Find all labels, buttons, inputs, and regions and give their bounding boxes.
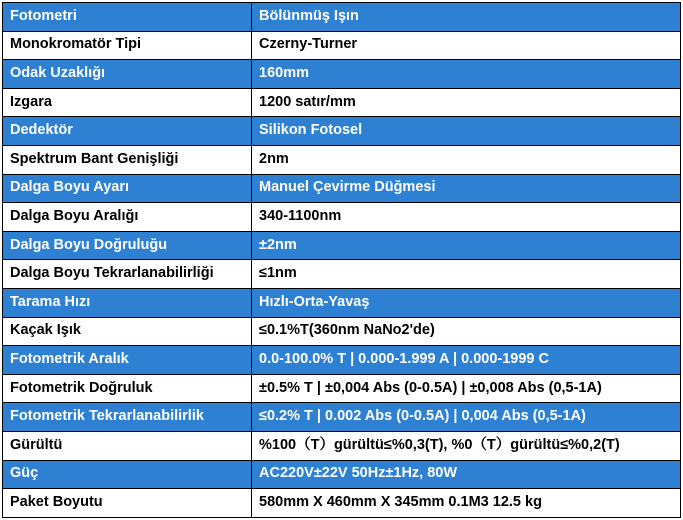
row-label: Gürültü xyxy=(3,431,252,460)
row-label: Paket Boyutu xyxy=(3,489,252,518)
row-value: ±2nm xyxy=(252,231,681,260)
row-value: Bölünmüş Işın xyxy=(252,3,681,32)
table-row xyxy=(3,88,681,117)
table-row xyxy=(3,145,681,174)
table-row xyxy=(3,460,681,489)
row-value: 580mm X 460mm X 345mm 0.1M3 12.5 kg xyxy=(252,489,681,518)
row-label: Fotometrik Tekrarlanabilirlik xyxy=(3,403,252,432)
table-row xyxy=(3,3,681,32)
row-value: Silikon Fotosel xyxy=(252,117,681,146)
table-row xyxy=(3,203,681,232)
spec-table-body xyxy=(3,3,681,518)
table-row xyxy=(3,260,681,289)
row-label: Dalga Boyu Ayarı xyxy=(3,174,252,203)
table-row xyxy=(3,403,681,432)
row-value: ≤0.2% T | 0.002 Abs (0-0.5A) | 0,004 Abs (0,5-1A) xyxy=(252,403,681,432)
row-label: Monokromatör Tipi xyxy=(3,31,252,60)
row-label: Güç xyxy=(3,460,252,489)
row-label: Dalga Boyu Tekrarlanabilirliği xyxy=(3,260,252,289)
row-value: 0.0-100.0% T | 0.000-1.999 A | 0.000-1999 C xyxy=(252,346,681,375)
table-row xyxy=(3,374,681,403)
row-value: Hızlı-Orta-Yavaş xyxy=(252,288,681,317)
table-row xyxy=(3,174,681,203)
table-row xyxy=(3,31,681,60)
table-row xyxy=(3,489,681,518)
row-value: Czerny-Turner xyxy=(252,31,681,60)
row-value: AC220V±22V 50Hz±1Hz, 80W xyxy=(252,460,681,489)
row-value: %100（T）gürültü≤%0,3(T), %0（T）gürültü≤%0,2(T) xyxy=(252,431,681,460)
table-row xyxy=(3,288,681,317)
row-label: Dedektör xyxy=(3,117,252,146)
spec-table xyxy=(2,2,681,518)
row-value: ≤0.1%T(360nm NaNo2'de) xyxy=(252,317,681,346)
row-value: ±0.5% T | ±0,004 Abs (0-0.5A) | ±0,008 Abs (0,5-1A) xyxy=(252,374,681,403)
table-row xyxy=(3,317,681,346)
table-row xyxy=(3,346,681,375)
row-value: 340-1100nm xyxy=(252,203,681,232)
row-label: Kaçak Işık xyxy=(3,317,252,346)
row-label: Fotometrik Aralık xyxy=(3,346,252,375)
row-label: Spektrum Bant Genişliği xyxy=(3,145,252,174)
row-value: 2nm xyxy=(252,145,681,174)
row-label: Dalga Boyu Doğruluğu xyxy=(3,231,252,260)
row-label: Fotometri xyxy=(3,3,252,32)
row-value: ≤1nm xyxy=(252,260,681,289)
table-row xyxy=(3,431,681,460)
row-label: Fotometrik Doğruluk xyxy=(3,374,252,403)
row-label: Izgara xyxy=(3,88,252,117)
row-label: Tarama Hızı xyxy=(3,288,252,317)
row-value: 160mm xyxy=(252,60,681,89)
row-label: Odak Uzaklığı xyxy=(3,60,252,89)
table-row xyxy=(3,117,681,146)
row-value: 1200 satır/mm xyxy=(252,88,681,117)
table-row xyxy=(3,231,681,260)
table-row xyxy=(3,60,681,89)
row-label: Dalga Boyu Aralığı xyxy=(3,203,252,232)
row-value: Manuel Çevirme Düğmesi xyxy=(252,174,681,203)
